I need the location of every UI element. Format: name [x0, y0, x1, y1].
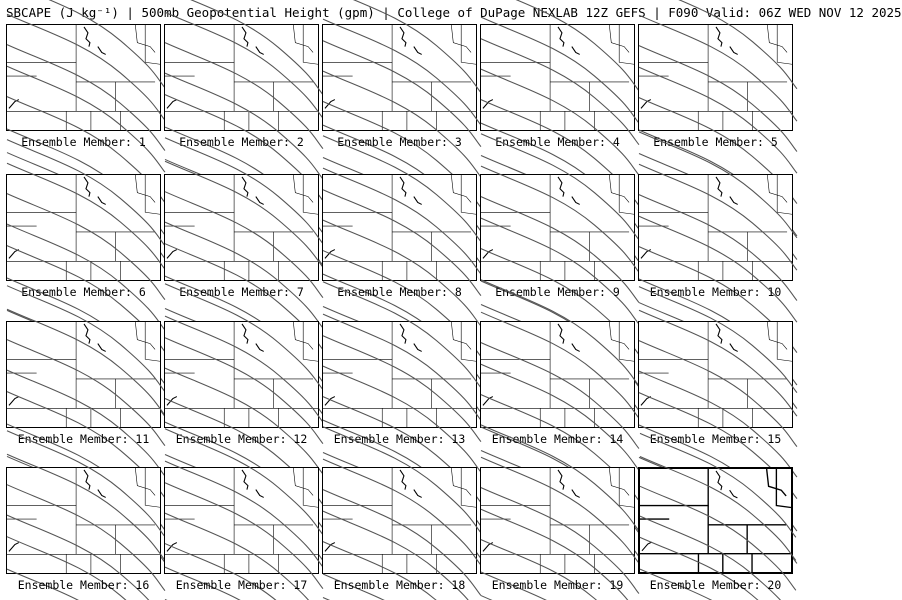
ensemble-member-label: Ensemble Member: 15	[649, 432, 782, 446]
ensemble-member-label: Ensemble Member: 10	[649, 285, 782, 299]
water-boundary-line	[167, 250, 177, 259]
water-boundary-line	[256, 197, 264, 205]
state-boundary-line	[481, 322, 550, 359]
state-boundary-line	[639, 175, 708, 212]
height-contour-line	[323, 19, 481, 125]
water-boundary-line	[9, 250, 19, 259]
height-contour-line	[481, 596, 639, 600]
height-contour-line	[640, 486, 796, 590]
height-contour-line	[165, 316, 323, 422]
ensemble-member-label: Ensemble Member: 9	[495, 285, 620, 299]
height-contour-map	[7, 25, 160, 130]
ensemble-member-label: Ensemble Member: 11	[17, 432, 150, 446]
water-boundary-line	[400, 324, 406, 344]
height-contour-line	[639, 67, 797, 173]
water-boundary-line	[572, 197, 580, 205]
height-contour-line	[7, 485, 165, 591]
height-contour-map	[323, 175, 476, 280]
height-contour-map	[7, 322, 160, 427]
height-contour-map	[481, 175, 634, 280]
ensemble-member-label: Ensemble Member: 4	[495, 135, 620, 149]
water-boundary-line	[400, 27, 406, 47]
water-boundary-line	[414, 490, 422, 498]
water-boundary-line	[642, 542, 652, 551]
state-boundary-line	[303, 468, 318, 507]
height-contour-line	[639, 287, 797, 393]
water-boundary-line	[730, 490, 738, 498]
ensemble-member-label: Ensemble Member: 19	[491, 578, 624, 592]
ensemble-map-panel	[6, 174, 161, 281]
ensemble-map-panel	[164, 174, 319, 281]
ensemble-map-panel	[480, 467, 635, 574]
ensemble-map-panel	[6, 467, 161, 574]
water-boundary-line	[84, 470, 90, 490]
water-boundary-line	[483, 250, 493, 259]
height-contour-map	[481, 322, 634, 427]
water-boundary-line	[242, 177, 248, 197]
water-boundary-line	[400, 470, 406, 490]
water-boundary-line	[9, 397, 19, 406]
ensemble-map-panel	[164, 321, 319, 428]
height-contour-line	[165, 338, 323, 444]
state-boundary-line	[165, 322, 234, 359]
ensemble-member-label: Ensemble Member: 7	[179, 285, 304, 299]
page-title: SBCAPE (J kg⁻¹) | 500mb Geopotential Height (gpm) | College of DuPage NEXLAB 12Z GEFS | F090 Valid: 06Z WED NOV 12 2025	[6, 5, 902, 20]
ensemble-map-panel	[322, 467, 477, 574]
ensemble-member-label: Ensemble Member: 6	[21, 285, 146, 299]
water-boundary-line	[256, 344, 264, 352]
water-boundary-line	[98, 47, 106, 55]
state-boundary-line	[7, 25, 76, 62]
ensemble-member-label: Ensemble Member: 12	[175, 432, 308, 446]
water-boundary-line	[641, 397, 651, 406]
height-contour-map	[7, 468, 160, 573]
state-boundary-line	[639, 25, 708, 62]
height-contour-map	[640, 469, 791, 572]
water-boundary-line	[84, 177, 90, 197]
water-boundary-line	[98, 490, 106, 498]
height-contour-map	[165, 175, 318, 280]
ensemble-map-panel	[638, 467, 793, 574]
height-contour-map	[165, 468, 318, 573]
state-boundary-line	[303, 322, 318, 361]
ensemble-member-label: Ensemble Member: 17	[175, 578, 308, 592]
water-boundary-line	[414, 47, 422, 55]
ensemble-member-label: Ensemble Member: 14	[491, 432, 624, 446]
height-contour-line	[323, 314, 481, 420]
height-contour-line	[165, 461, 323, 567]
height-contour-map	[481, 25, 634, 130]
water-boundary-line	[572, 47, 580, 55]
height-contour-line	[640, 456, 796, 560]
state-boundary-line	[303, 25, 318, 64]
state-boundary-line	[481, 468, 550, 505]
water-boundary-line	[716, 471, 722, 490]
water-boundary-line	[242, 324, 248, 344]
state-boundary-line	[619, 175, 634, 214]
height-contour-map	[323, 468, 476, 573]
height-contour-map	[165, 322, 318, 427]
ensemble-map-panel	[480, 24, 635, 131]
water-boundary-line	[716, 27, 722, 47]
water-boundary-line	[400, 177, 406, 197]
ensemble-member-label: Ensemble Member: 20	[649, 578, 782, 592]
water-boundary-line	[716, 177, 722, 197]
state-boundary-line	[461, 175, 476, 214]
height-contour-line	[323, 459, 481, 565]
state-boundary-line	[303, 175, 318, 214]
water-boundary-line	[558, 27, 564, 47]
height-contour-map	[639, 25, 792, 130]
water-boundary-line	[414, 197, 422, 205]
height-contour-line	[323, 366, 481, 472]
height-contour-line	[165, 368, 323, 474]
state-boundary-line	[7, 175, 76, 212]
water-boundary-line	[558, 324, 564, 344]
ensemble-member-label: Ensemble Member: 1	[21, 135, 146, 149]
ensemble-map-panel	[322, 321, 477, 428]
state-boundary-line	[461, 25, 476, 64]
water-boundary-line	[730, 344, 738, 352]
height-contour-line	[481, 17, 639, 123]
water-boundary-line	[9, 543, 19, 552]
height-contour-line	[323, 71, 481, 177]
height-contour-line	[165, 138, 323, 244]
ensemble-map-panel	[164, 467, 319, 574]
water-boundary-line	[325, 543, 335, 552]
height-contour-line	[481, 166, 639, 272]
height-contour-map	[639, 322, 792, 427]
water-boundary-line	[84, 27, 90, 47]
water-boundary-line	[572, 490, 580, 498]
ensemble-map-panel	[638, 24, 793, 131]
ensemble-map-panel	[322, 174, 477, 281]
state-boundary-line	[145, 25, 160, 64]
height-contour-map	[639, 175, 792, 280]
ensemble-member-label: Ensemble Member: 2	[179, 135, 304, 149]
ensemble-map-panel	[322, 24, 477, 131]
water-boundary-line	[98, 344, 106, 352]
ensemble-member-label: Ensemble Member: 5	[653, 135, 778, 149]
height-contour-line	[323, 336, 481, 442]
water-boundary-line	[730, 197, 738, 205]
height-contour-line	[165, 161, 323, 267]
state-boundary-line	[461, 468, 476, 507]
ensemble-member-label: Ensemble Member: 18	[333, 578, 466, 592]
ensemble-member-label: Ensemble Member: 3	[337, 135, 462, 149]
height-contour-line	[481, 69, 639, 175]
state-boundary-line	[145, 175, 160, 214]
height-contour-map	[165, 25, 318, 130]
water-boundary-line	[256, 490, 264, 498]
state-boundary-line	[619, 322, 634, 361]
ensemble-map-panel	[6, 321, 161, 428]
height-contour-line	[481, 134, 639, 240]
water-boundary-line	[716, 324, 722, 344]
ensemble-grid	[6, 24, 796, 596]
height-contour-line	[7, 340, 165, 446]
height-contour-line	[640, 433, 796, 537]
water-boundary-line	[98, 197, 106, 205]
ensemble-map-panel	[638, 174, 793, 281]
ensemble-map-panel	[480, 321, 635, 428]
state-boundary-line	[461, 322, 476, 361]
state-boundary-line	[619, 25, 634, 64]
height-contour-line	[639, 341, 797, 447]
water-boundary-line	[242, 470, 248, 490]
height-contour-line	[7, 309, 165, 415]
water-boundary-line	[167, 100, 177, 109]
state-boundary-line	[145, 468, 160, 507]
water-boundary-line	[558, 470, 564, 490]
height-contour-line	[481, 312, 639, 418]
ensemble-map-panel	[6, 24, 161, 131]
water-boundary-line	[414, 344, 422, 352]
height-contour-line	[481, 218, 639, 324]
ensemble-map-panel	[164, 24, 319, 131]
ensemble-map-panel	[638, 321, 793, 428]
water-boundary-line	[242, 27, 248, 47]
height-contour-line	[481, 364, 639, 470]
state-boundary-line	[145, 322, 160, 361]
ensemble-map-panel	[480, 174, 635, 281]
ensemble-member-label: Ensemble Member: 8	[337, 285, 462, 299]
height-contour-map	[323, 322, 476, 427]
state-boundary-line	[777, 322, 792, 361]
water-boundary-line	[84, 324, 90, 344]
state-boundary-line	[777, 25, 792, 64]
height-contour-line	[7, 140, 165, 246]
state-boundary-line	[619, 468, 634, 507]
height-contour-line	[7, 431, 165, 537]
state-boundary-line	[639, 322, 708, 359]
height-contour-line	[165, 192, 323, 298]
water-boundary-line	[256, 47, 264, 55]
height-contour-line	[323, 190, 481, 296]
water-boundary-line	[730, 47, 738, 55]
height-contour-line	[323, 168, 481, 274]
height-contour-map	[481, 468, 634, 573]
height-contour-line	[323, 41, 481, 147]
height-contour-line	[165, 483, 323, 589]
height-contour-line	[165, 12, 323, 118]
state-boundary-line	[777, 175, 792, 214]
height-contour-line	[323, 220, 481, 326]
state-boundary-line	[776, 469, 791, 508]
height-contour-line	[165, 43, 323, 149]
ensemble-member-label: Ensemble Member: 16	[17, 578, 150, 592]
height-contour-line	[7, 454, 165, 560]
ensemble-member-label: Ensemble Member: 13	[333, 432, 466, 446]
height-contour-line	[481, 39, 639, 145]
height-contour-map	[323, 25, 476, 130]
state-boundary-line	[323, 25, 392, 62]
water-boundary-line	[558, 177, 564, 197]
height-contour-line	[639, 15, 797, 121]
water-boundary-line	[572, 344, 580, 352]
height-contour-map	[7, 175, 160, 280]
height-contour-line	[7, 194, 165, 300]
